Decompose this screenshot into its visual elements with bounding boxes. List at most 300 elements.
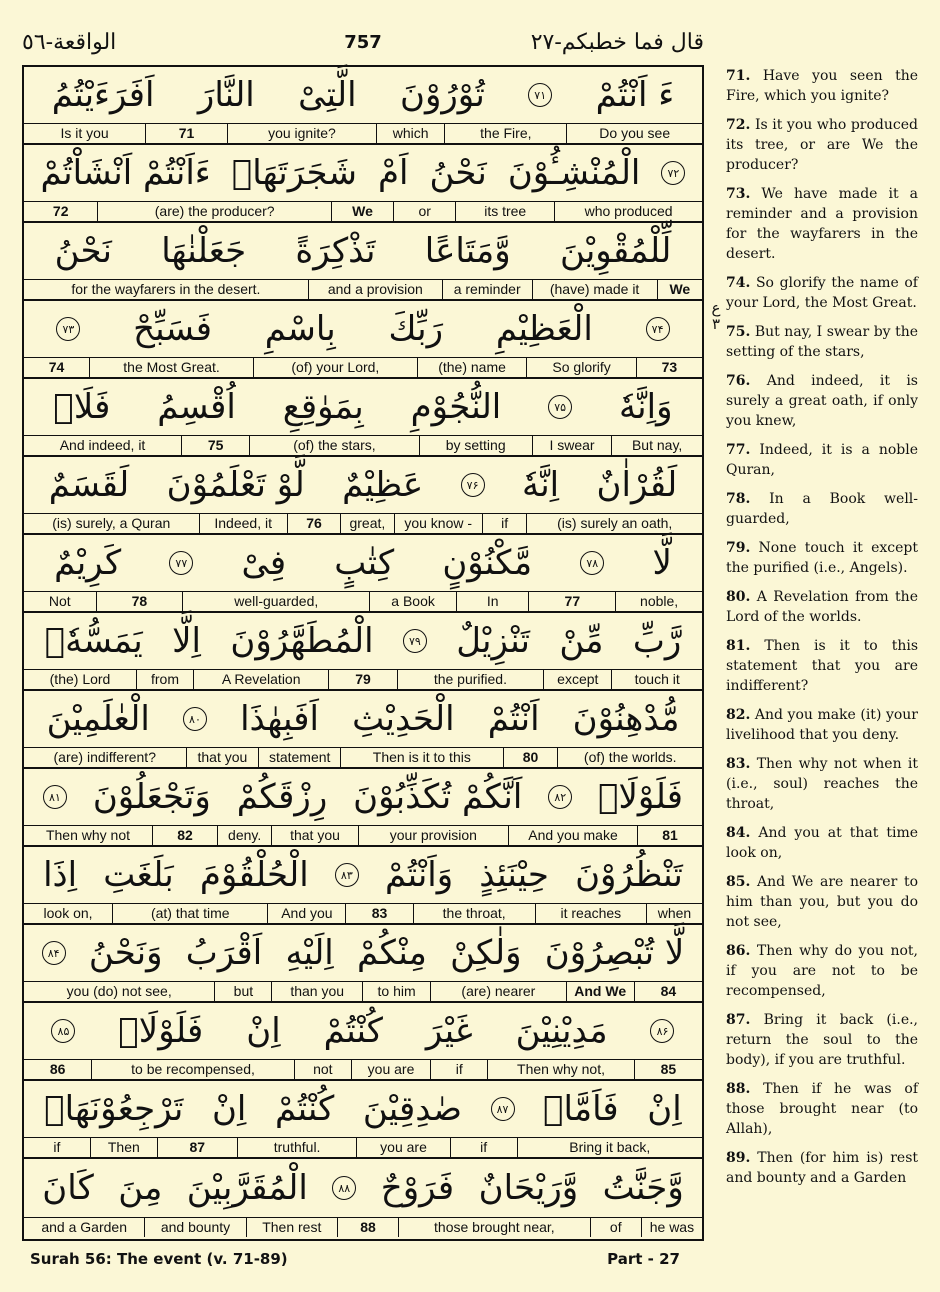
arabic-word: وَّرَيْحَانٌ	[478, 1168, 579, 1208]
translation-number: 76.	[726, 373, 751, 389]
arabic-word: حِيْنَئِذٍ	[479, 855, 549, 895]
translation-item	[726, 636, 918, 696]
arabic-word: رَّبِّ	[632, 621, 682, 661]
english-gloss-line	[24, 436, 702, 457]
arabic-word: جَعَلْنٰهَا	[161, 231, 247, 271]
verse-row	[24, 1159, 702, 1237]
gloss-cell: if	[430, 1060, 487, 1079]
gloss-cell: But nay,	[611, 436, 702, 455]
gloss-cell: he was	[641, 1218, 702, 1237]
arabic-line	[24, 691, 702, 748]
english-gloss-line	[24, 1138, 702, 1159]
arabic-word: تَنْظُرُوْنَ	[575, 855, 683, 895]
gloss-cell: (is) surely, a Quran	[52, 515, 171, 531]
gloss-cell: (of) your Lord,	[253, 358, 417, 377]
arabic-word: فَلَاۤ	[53, 387, 111, 427]
gloss-cell: Then is it to this	[340, 748, 503, 767]
arabic-word: تَنْزِيْلٌ	[456, 621, 530, 661]
arabic-word: اَمْ	[377, 153, 409, 193]
translation-number: 85.	[726, 874, 751, 890]
translation-item	[726, 322, 918, 362]
gloss-cell: not	[294, 1060, 351, 1079]
translation-text: Indeed, it is a noble Quran,	[726, 442, 919, 478]
arabic-line	[24, 847, 702, 904]
english-gloss-line	[24, 124, 702, 145]
translation-item	[726, 1079, 918, 1139]
ayah-end-marker: ۷۵	[548, 395, 572, 419]
translation-number: 73.	[726, 186, 751, 202]
verse-number-cell: 72	[52, 203, 69, 219]
arabic-line	[24, 1003, 702, 1060]
arabic-word: مُّدْهِنُوْنَ	[572, 699, 680, 739]
arabic-word: يَمَسُّهٗۤ	[44, 621, 143, 661]
english-gloss-line	[24, 202, 702, 223]
arabic-word: كَرِيْمٌ	[54, 543, 122, 583]
translation-text: Then if he was of those brought near (to Allah),	[726, 1081, 918, 1137]
arabic-word: غَيْرَ	[425, 1011, 473, 1051]
translation-text: And indeed, it is surely a great oath, if only you knew,	[726, 373, 918, 429]
gloss-cell: who produced	[554, 202, 702, 221]
gloss-cell: which	[376, 124, 444, 143]
gloss-cell: great,	[340, 514, 393, 533]
gloss-cell: (have) made it	[532, 280, 657, 299]
translation-text: None touch it except the purified (i.e., Angels).	[726, 540, 918, 576]
verse-number-cell: 80	[503, 748, 558, 767]
translation-number: 84.	[726, 825, 751, 841]
arabic-word: اِنْ	[246, 1011, 281, 1051]
verse-number-cell: 87	[157, 1138, 237, 1157]
gloss-cell: but	[214, 982, 271, 1001]
arabic-word: فَلَوْلَاۤ	[118, 1011, 204, 1051]
gloss-cell: and a provision	[308, 280, 442, 299]
translation-item	[726, 538, 918, 578]
gloss-cell: deny.	[217, 826, 271, 845]
ayah-end-marker: ۸۳	[335, 863, 359, 887]
ayah-end-marker: ۸۵	[51, 1019, 75, 1043]
juz-name-arabic: قال فما خطبكم-٢٧	[530, 30, 704, 55]
arabic-word: لَّا تُبْصِرُوْنَ	[544, 933, 685, 973]
arabic-line	[24, 535, 702, 592]
ayah-end-marker: ۷۸	[580, 551, 604, 575]
translation-text: A Revelation from the Lord of the worlds.	[726, 589, 918, 625]
translation-item	[726, 941, 918, 1001]
arabic-word: ءَ اَنْتُمْ	[595, 75, 675, 115]
gloss-cell: you know -	[394, 514, 482, 533]
arabic-word: بَلَغَتِ	[103, 855, 174, 895]
gloss-cell: (at) that time	[112, 904, 267, 923]
arabic-word: كُنْتُمْ	[323, 1011, 383, 1051]
arabic-word: وَّجَنَّتُ	[602, 1168, 684, 1208]
gloss-cell: (of) the worlds.	[557, 748, 702, 767]
arabic-word: اَفَبِهٰذَا	[240, 699, 320, 739]
verse-number-cell: 78	[96, 592, 183, 611]
gloss-cell: Bring it back,	[517, 1138, 702, 1157]
gloss-cell: of	[590, 1218, 641, 1237]
arabic-word: الْعٰلَمِيْنَ	[46, 699, 150, 739]
word-by-word-grid	[22, 65, 704, 1241]
arabic-word: اِلَيْهِ	[285, 933, 334, 973]
gloss-cell: you (do) not see,	[66, 983, 172, 999]
arabic-word: نَحْنُ	[429, 153, 487, 193]
verse-row	[24, 67, 702, 145]
gloss-cell: Then rest	[246, 1218, 337, 1237]
verse-row	[24, 145, 702, 223]
gloss-cell: (of) the stars,	[249, 436, 418, 455]
arabic-word: الْمُنْشِـُٔوْنَ	[507, 153, 641, 193]
arabic-line	[24, 223, 702, 280]
verse-row	[24, 1081, 702, 1159]
arabic-word: فَاَمَّاۤ	[543, 1089, 619, 1129]
arabic-word: وَنَحْنُ	[88, 933, 163, 973]
gloss-cell: noble,	[615, 592, 702, 611]
ayah-end-marker: ۸۴	[42, 941, 66, 965]
verse-number-cell: 74	[48, 359, 65, 375]
translation-text: And We are nearer to him than you, but you do not see,	[726, 874, 919, 930]
translation-item	[726, 273, 918, 313]
translation-number: 74.	[726, 275, 751, 291]
gloss-cell: that you	[186, 748, 259, 767]
translation-text: Is it you who produced its tree, or are We the producer?	[726, 117, 918, 173]
gloss-cell: if	[53, 1139, 61, 1155]
ayah-end-marker: ۷۲	[661, 161, 685, 185]
arabic-word: لِّلْمُقْوِيْنَ	[559, 231, 672, 271]
english-gloss-line	[24, 592, 702, 613]
translation-number: 78.	[726, 491, 751, 507]
gloss-cell: and a Garden	[41, 1219, 127, 1235]
english-gloss-line	[24, 904, 702, 925]
arabic-word: لَّوْ تَعْلَمُوْنَ	[166, 465, 305, 505]
gloss-cell: We	[331, 202, 393, 221]
arabic-word: وَلٰكِنْ	[450, 933, 522, 973]
arabic-word: صٰدِقِيْنَ	[362, 1089, 462, 1129]
ayah-end-marker: ۸۲	[548, 785, 572, 809]
arabic-word: اَنْتُمْ	[487, 699, 540, 739]
arabic-word: مِّنْ	[559, 621, 604, 661]
translation-number: 80.	[726, 589, 751, 605]
gloss-cell: or	[393, 202, 455, 221]
arabic-word: تَذْكِرَةً	[295, 231, 376, 271]
arabic-word: الْحَدِيْثِ	[352, 699, 455, 739]
page-footer	[30, 1250, 704, 1274]
verse-row	[24, 301, 702, 379]
gloss-cell: a reminder	[442, 280, 532, 299]
gloss-cell: Then	[90, 1138, 157, 1157]
gloss-cell: than you	[271, 982, 362, 1001]
gloss-cell: Then why not	[45, 827, 131, 843]
gloss-cell: And We	[566, 982, 634, 1001]
translation-number: 83.	[726, 756, 751, 772]
english-gloss-line	[24, 358, 702, 379]
arabic-word: النَّارَ	[197, 75, 255, 115]
arabic-word: الْمُطَهَّرُوْنَ	[230, 621, 374, 661]
verse-row	[24, 613, 702, 691]
gloss-cell: well-guarded,	[182, 592, 369, 611]
part-label: Part - 27	[607, 1250, 680, 1268]
gloss-cell: A Revelation	[193, 670, 328, 689]
verse-number-cell: 76	[287, 514, 340, 533]
gloss-cell: the Most Great.	[89, 358, 253, 377]
arabic-word: الَّتِىْ	[298, 75, 357, 115]
arabic-word: تَرْجِعُوْنَهَاۤ	[44, 1089, 184, 1129]
ruku-marker: ع ٣	[711, 299, 721, 333]
ayah-end-marker: ۷۳	[56, 317, 80, 341]
page-header	[22, 30, 704, 64]
gloss-cell: to him	[362, 982, 430, 1001]
translation-number: 82.	[726, 707, 751, 723]
translation-text: Bring it back (i.e., return the soul to the body), if you are truthful.	[726, 1012, 919, 1068]
gloss-cell: touch it	[611, 670, 702, 689]
translation-item	[726, 115, 918, 175]
arabic-word: لَقَسَمٌ	[48, 465, 130, 505]
arabic-line	[24, 457, 702, 514]
gloss-cell: except	[543, 670, 611, 689]
arabic-word: كِتٰبٍ	[334, 543, 395, 583]
gloss-cell: Then why not,	[487, 1060, 634, 1079]
translation-number: 86.	[726, 943, 751, 959]
translation-text: But nay, I swear by the setting of the stars,	[726, 324, 919, 360]
arabic-word: لَقُرْاٰنٌ	[596, 465, 678, 505]
arabic-word: اِنْ	[647, 1089, 682, 1129]
arabic-word: مَّكْنُوْنٍ	[442, 543, 533, 583]
translation-item	[726, 440, 918, 480]
verse-row	[24, 925, 702, 1003]
gloss-cell: (is) surely an oath,	[526, 514, 702, 533]
arabic-word: وَاَنْتُمْ	[384, 855, 454, 895]
verse-row	[24, 1003, 702, 1081]
arabic-word: بِاسْمِ	[264, 309, 336, 349]
translation-item	[726, 66, 918, 106]
arabic-word: اِلَّا	[172, 621, 201, 661]
english-gloss-line	[24, 514, 702, 535]
verse-row	[24, 847, 702, 925]
translation-number: 72.	[726, 117, 751, 133]
verse-number-cell: 81	[637, 826, 702, 845]
verse-number-cell: 88	[337, 1218, 398, 1237]
english-gloss-line	[24, 280, 702, 301]
arabic-word: كَانَ	[42, 1168, 94, 1208]
translation-item	[726, 823, 918, 863]
verse-number-cell: 77	[528, 592, 615, 611]
gloss-cell: the throat,	[413, 904, 535, 923]
translation-text: Have you seen the Fire, which you ignite?	[726, 68, 919, 104]
verse-row	[24, 457, 702, 535]
arabic-line	[24, 301, 702, 358]
arabic-word: اَنَّكُمْ تُكَذِّبُوْنَ	[353, 777, 523, 817]
translation-number: 81.	[726, 638, 751, 654]
arabic-word: مِنَ	[118, 1168, 163, 1208]
ayah-end-marker: ۸۶	[650, 1019, 674, 1043]
gloss-cell: and bounty	[144, 1218, 245, 1237]
gloss-cell: a Book	[369, 592, 456, 611]
translation-number: 89.	[726, 1150, 751, 1166]
translation-text: Then is it to this statement that you are indifferent?	[726, 638, 919, 694]
gloss-cell: those brought near,	[398, 1218, 590, 1237]
arabic-word: لَّا	[652, 543, 672, 583]
gloss-cell: when	[646, 904, 702, 923]
translation-text: Then why do you not, if you are not to be recompensed,	[726, 943, 918, 999]
gloss-cell: you ignite?	[227, 124, 376, 143]
arabic-word: وَتَجْعَلُوْنَ	[92, 777, 211, 817]
surah-name-arabic: الواقعة-٥٦	[22, 30, 117, 55]
translation-text: In a Book well-guarded,	[726, 491, 919, 527]
arabic-word: رِزْقَكُمْ	[236, 777, 328, 817]
gloss-cell: In	[456, 592, 528, 611]
gloss-cell: you are	[351, 1060, 430, 1079]
arabic-word: بِمَوٰقِعِ	[282, 387, 364, 427]
gloss-cell: Is it you	[60, 125, 109, 141]
arabic-word: فَرَوْحٌ	[380, 1168, 455, 1208]
gloss-cell: (the) name	[417, 358, 527, 377]
verse-row	[24, 769, 702, 847]
translation-number: 88.	[726, 1081, 751, 1097]
arabic-word: كُنْتُمْ	[274, 1089, 335, 1129]
verse-number-cell: 75	[181, 436, 249, 455]
arabic-word: رَبِّكَ	[388, 309, 444, 349]
gloss-cell: for the wayfarers in the desert.	[71, 281, 261, 297]
arabic-word: عَظِيْمٌ	[342, 465, 424, 505]
gloss-cell: its tree	[455, 202, 554, 221]
english-gloss-line	[24, 748, 702, 769]
arabic-word: مَدِيْنِيْنَ	[515, 1011, 608, 1051]
translation-item	[726, 1010, 918, 1070]
arabic-word: مِنْكُمْ	[356, 933, 427, 973]
arabic-line	[24, 379, 702, 436]
translation-item	[726, 371, 918, 431]
english-gloss-line	[24, 670, 702, 691]
translation-text: We have made it a reminder and a provision for the wayfarers in the desert.	[726, 186, 918, 262]
translation-item	[726, 705, 918, 745]
english-gloss-line	[24, 1218, 702, 1237]
verse-number-cell: 79	[328, 670, 396, 689]
arabic-word: الْعَظِيْمِ	[495, 309, 593, 349]
gloss-cell: (are) nearer	[430, 982, 565, 1001]
gloss-cell: to be recompensed,	[91, 1060, 294, 1079]
gloss-cell: your provision	[358, 826, 508, 845]
translation-item	[726, 184, 918, 264]
ayah-end-marker: ۷۱	[528, 83, 552, 107]
verse-number-cell: 83	[345, 904, 412, 923]
verse-row	[24, 535, 702, 613]
ayah-end-marker: ۸۸	[332, 1176, 356, 1200]
arabic-word: اِذَا	[43, 855, 78, 895]
arabic-word: وَّمَتَاعًا	[424, 231, 511, 271]
arabic-word: شَجَرَتَهَاۤ	[231, 153, 357, 193]
arabic-line	[24, 145, 702, 202]
arabic-line	[24, 67, 702, 124]
page-number: 757	[344, 32, 382, 53]
verse-number-cell: 86	[49, 1061, 66, 1077]
gloss-cell: And you	[267, 904, 345, 923]
arabic-word: اَفَرَءَيْتُمُ	[51, 75, 155, 115]
verse-number-cell: 82	[152, 826, 217, 845]
gloss-cell: that you	[271, 826, 357, 845]
arabic-line	[24, 1081, 702, 1138]
translation-number: 77.	[726, 442, 751, 458]
verse-row	[24, 691, 702, 769]
gloss-cell: the Fire,	[444, 124, 566, 143]
english-gloss-line	[24, 982, 702, 1003]
arabic-line	[24, 925, 702, 982]
translation-number: 87.	[726, 1012, 751, 1028]
ayah-end-marker: ۸۱	[43, 785, 67, 809]
translation-item	[726, 1148, 918, 1188]
english-gloss-line	[24, 1060, 702, 1081]
gloss-cell: if	[482, 514, 527, 533]
gloss-cell: (are) indifferent?	[53, 749, 156, 765]
surah-title: Surah 56: The event (v. 71-89)	[30, 1250, 288, 1268]
arabic-word: وَاِنَّهٗ	[618, 387, 673, 427]
arabic-word: اُقْسِمُ	[157, 387, 236, 427]
arabic-word: نَحْنُ	[54, 231, 112, 271]
gloss-cell: it reaches	[535, 904, 646, 923]
english-gloss-line	[24, 826, 702, 847]
translation-text: And you at that time look on,	[726, 825, 919, 861]
arabic-line	[24, 1159, 702, 1218]
ayah-end-marker: ۸۰	[183, 707, 207, 731]
gloss-cell: statement	[258, 748, 340, 767]
gloss-cell: (the) Lord	[49, 671, 111, 687]
gloss-cell: Not	[48, 593, 71, 609]
gloss-cell: from	[136, 670, 193, 689]
verse-row	[24, 223, 702, 301]
arabic-word: الْمُقَرَّبِيْنَ	[186, 1168, 308, 1208]
arabic-word: فَسَبِّحْ	[133, 309, 212, 349]
ayah-end-marker: ۷۶	[461, 473, 485, 497]
verse-number-cell: 84	[634, 982, 702, 1001]
arabic-word: تُوْرُوْنَ	[399, 75, 485, 115]
gloss-cell: And you make	[508, 826, 637, 845]
ayah-end-marker: ۷۷	[169, 551, 193, 575]
gloss-cell: the purified.	[397, 670, 544, 689]
gloss-cell: And indeed, it	[59, 437, 146, 453]
arabic-word: ءَاَنْتُمْ اَنْشَاْتُمْ	[40, 153, 211, 193]
verse-number-cell: 73	[636, 358, 702, 377]
arabic-word: اَقْرَبُ	[185, 933, 263, 973]
verse-row	[24, 379, 702, 457]
gloss-cell: if	[450, 1138, 517, 1157]
ayah-end-marker: ۷۹	[403, 629, 427, 653]
translation-item	[726, 872, 918, 932]
arabic-word: اِنَّهٗ	[521, 465, 560, 505]
translation-number: 75.	[726, 324, 751, 340]
translation-number: 71.	[726, 68, 751, 84]
verse-number-cell: 71	[145, 124, 227, 143]
gloss-cell: So glorify	[526, 358, 636, 377]
gloss-cell: by setting	[419, 436, 532, 455]
arabic-word: فِىْ	[241, 543, 287, 583]
gloss-cell: look on,	[43, 905, 93, 921]
translation-item	[726, 754, 918, 814]
translation-text: And you make (it) your livelihood that you deny.	[726, 707, 918, 743]
gloss-cell: (are) the producer?	[97, 202, 331, 221]
gloss-cell: Indeed, it	[199, 514, 287, 533]
translation-text: Then (for him is) rest and bounty and a Garden	[726, 1150, 919, 1186]
translation-text: Then why not when it (i.e., soul) reaches the throat,	[726, 756, 919, 812]
arabic-line	[24, 769, 702, 826]
translation-text: So glorify the name of your Lord, the Most Great.	[726, 275, 918, 311]
gloss-cell: We	[657, 280, 702, 299]
ayah-end-marker: ۸۷	[491, 1097, 515, 1121]
arabic-word: فَلَوْلَاۤ	[598, 777, 683, 817]
arabic-line	[24, 613, 702, 670]
translation-item	[726, 489, 918, 529]
gloss-cell: I swear	[532, 436, 612, 455]
translation-column	[726, 66, 918, 1197]
verse-number-cell: 85	[634, 1060, 702, 1079]
ayah-end-marker: ۷۴	[646, 317, 670, 341]
gloss-cell: truthful.	[237, 1138, 357, 1157]
translation-item	[726, 587, 918, 627]
